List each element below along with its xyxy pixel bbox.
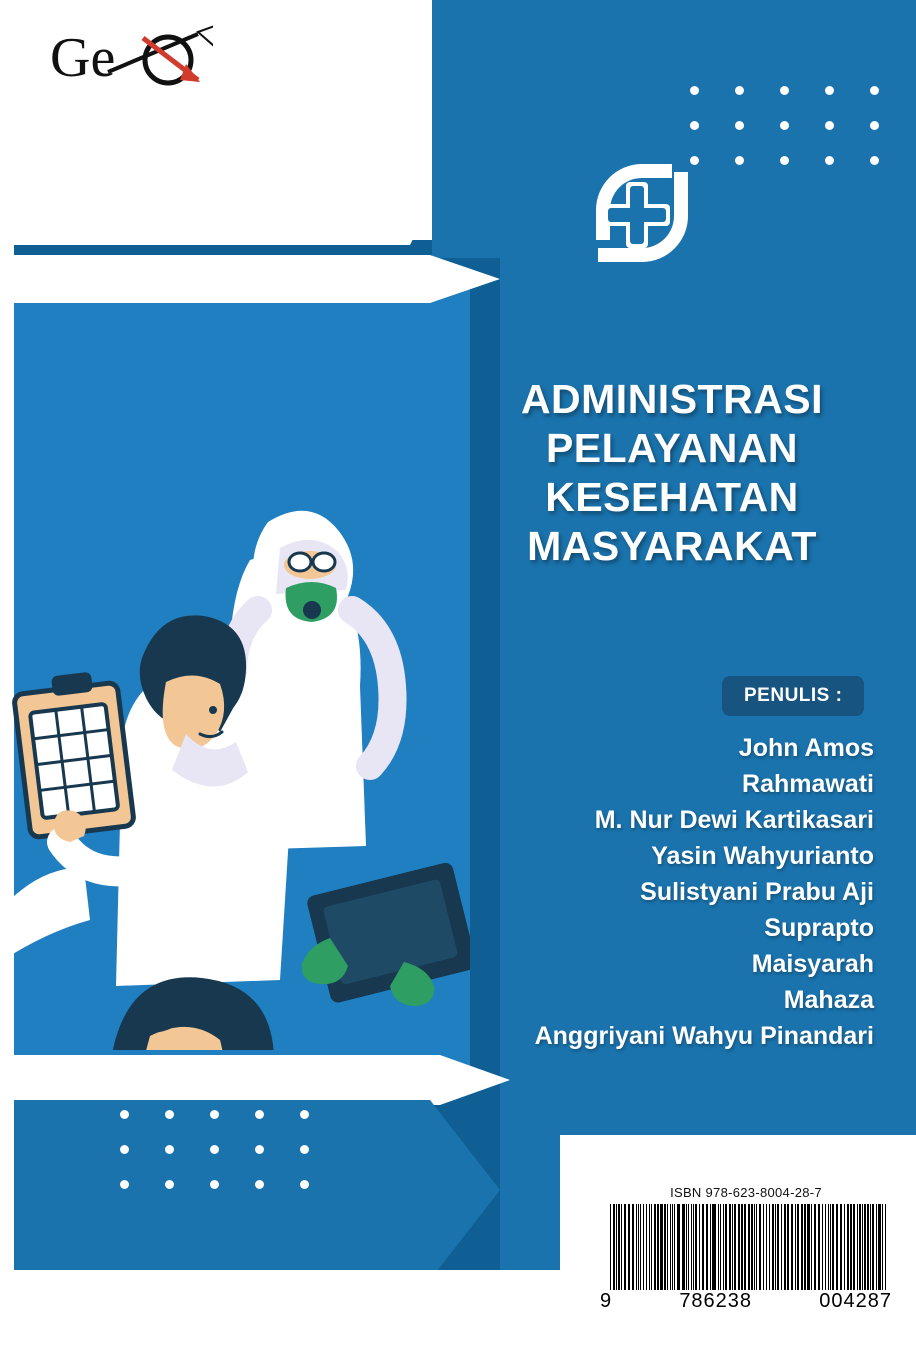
dot	[690, 121, 699, 130]
barcode-bar	[754, 1204, 755, 1290]
barcode-digits	[596, 1290, 896, 1313]
barcode-bar	[682, 1204, 683, 1290]
barcode-bar	[840, 1204, 842, 1290]
barcode-bar	[664, 1204, 666, 1290]
dot	[165, 1145, 174, 1154]
barcode-bar	[763, 1204, 764, 1290]
barcode-bar	[853, 1204, 855, 1290]
author-name: Maisyarah	[751, 950, 874, 978]
dot-grid-bottom	[120, 1110, 309, 1189]
dot	[735, 86, 744, 95]
dot	[690, 86, 699, 95]
barcode-bar	[828, 1204, 829, 1290]
dot	[210, 1110, 219, 1119]
barcode-bar	[710, 1204, 711, 1290]
barcode-bar	[729, 1204, 730, 1290]
barcode-bar	[876, 1204, 877, 1290]
author-name: Suprapto	[764, 914, 874, 942]
barcode-bar	[712, 1204, 713, 1290]
dot	[825, 156, 834, 165]
barcode-bar	[818, 1204, 819, 1290]
barcode-bar	[814, 1204, 816, 1290]
dot	[210, 1180, 219, 1189]
barcode-bar	[646, 1204, 647, 1290]
barcode-bar	[621, 1204, 622, 1290]
barcode-bar	[766, 1204, 767, 1290]
dot	[165, 1110, 174, 1119]
barcode-bar	[781, 1204, 782, 1290]
upper-white-chevron	[0, 255, 500, 303]
barcode-bar	[613, 1204, 615, 1290]
dot	[780, 156, 789, 165]
barcode-bar	[636, 1204, 637, 1290]
dot	[120, 1110, 129, 1119]
barcode-bar	[683, 1204, 685, 1290]
author-name: Mahaza	[783, 986, 874, 1014]
barcode-bar	[723, 1204, 724, 1290]
barcode-bar	[672, 1204, 673, 1290]
dot	[780, 86, 789, 95]
barcode-bar	[751, 1204, 753, 1290]
dot	[255, 1145, 264, 1154]
barcode-bar	[670, 1204, 671, 1290]
authors-list	[430, 730, 892, 1054]
barcode-bar	[649, 1204, 650, 1290]
lower-white-chevron	[0, 1055, 510, 1105]
barcode-bar	[784, 1204, 786, 1290]
barcode-bar	[864, 1204, 866, 1290]
title-line-4: MASYARAKAT	[527, 523, 817, 569]
barcode-bar	[706, 1204, 707, 1290]
barcode-bar	[657, 1204, 659, 1290]
barcode-bar	[674, 1204, 675, 1290]
barcode-bar	[857, 1204, 858, 1290]
barcode-bar	[741, 1204, 743, 1290]
dot	[165, 1180, 174, 1189]
barcode-bar	[859, 1204, 861, 1290]
author-name: Sulistyani Prabu Aji	[640, 878, 874, 906]
barcode-bar	[759, 1204, 760, 1290]
dot	[300, 1110, 309, 1119]
title-line-1: ADMINISTRASI	[520, 376, 824, 422]
barcode-bar	[688, 1204, 689, 1290]
dot	[870, 156, 879, 165]
barcode-bar	[870, 1204, 871, 1290]
author-name: John Amos	[738, 734, 874, 762]
barcode-bar	[624, 1204, 625, 1290]
author-name: Rahmawati	[742, 770, 874, 798]
barcode-bar	[847, 1204, 849, 1290]
dot-grid-top	[690, 86, 879, 165]
barcode-bar	[643, 1204, 644, 1290]
barcode-right-group: 004287	[819, 1290, 892, 1312]
barcode-bar	[804, 1204, 806, 1290]
author-name: Yasin Wahyurianto	[651, 842, 874, 870]
barcode-bar	[775, 1204, 776, 1290]
isbn-text: ISBN 978-623-8004-28-7	[670, 1185, 822, 1200]
barcode-bar	[830, 1204, 831, 1290]
barcode-bar	[797, 1204, 798, 1290]
barcode-bar	[616, 1204, 617, 1290]
barcode-bar	[638, 1204, 639, 1290]
barcode-bar	[718, 1204, 719, 1290]
barcode-bar	[744, 1204, 745, 1290]
barcode-bar	[660, 1204, 662, 1290]
dot	[825, 86, 834, 95]
barcode-bar	[756, 1204, 757, 1290]
barcode-bar	[691, 1204, 692, 1290]
barcode-bar	[695, 1204, 696, 1290]
barcode-bar	[610, 1204, 611, 1290]
dot	[300, 1145, 309, 1154]
dot	[255, 1110, 264, 1119]
authors-label-badge: PENULIS :	[722, 676, 864, 716]
barcode-bar	[693, 1204, 694, 1290]
medical-cross-icon	[578, 152, 698, 270]
barcode-bar	[713, 1204, 715, 1290]
barcode-bars	[610, 1204, 888, 1290]
barcode-bar	[654, 1204, 656, 1290]
barcode-bar	[878, 1204, 880, 1290]
barcode-bar	[777, 1204, 779, 1290]
barcode-bar	[667, 1204, 668, 1290]
barcode-bar	[885, 1204, 886, 1290]
dot	[255, 1180, 264, 1189]
barcode-bar	[699, 1204, 700, 1290]
barcode-bar	[640, 1204, 641, 1290]
barcode-bar	[628, 1204, 630, 1290]
dot	[870, 121, 879, 130]
barcode-bar	[686, 1204, 687, 1290]
barcode-bar	[862, 1204, 863, 1290]
barcode-bar	[651, 1204, 652, 1290]
barcode-bar	[677, 1204, 679, 1290]
dot	[735, 156, 744, 165]
title-line-2: PELAYANAN	[545, 425, 799, 471]
barcode-bar	[632, 1204, 633, 1290]
barcode-bar	[772, 1204, 774, 1290]
barcode-bar	[850, 1204, 851, 1290]
barcode-bar	[807, 1204, 809, 1290]
barcode-bar	[882, 1204, 883, 1290]
barcode-bar	[811, 1204, 812, 1290]
barcode-bar	[725, 1204, 727, 1290]
barcode-bar	[867, 1204, 869, 1290]
barcode-bar	[769, 1204, 770, 1290]
barcode-lead-digit: 9	[600, 1290, 613, 1312]
dot	[300, 1180, 309, 1189]
publisher-logo	[48, 24, 213, 94]
dot	[735, 121, 744, 130]
barcode-bar	[872, 1204, 874, 1290]
dot	[210, 1145, 219, 1154]
dot	[870, 86, 879, 95]
barcode-bar	[844, 1204, 845, 1290]
page-title	[452, 375, 892, 571]
barcode-bar	[748, 1204, 750, 1290]
barcode-bar	[787, 1204, 789, 1290]
title-line-3: KESEHATAN	[545, 474, 799, 520]
barcode-bar	[825, 1204, 826, 1290]
barcode-bar	[720, 1204, 721, 1290]
barcode-bar	[801, 1204, 803, 1290]
svg-text:Ge: Ge	[50, 27, 116, 89]
barcode-bar	[618, 1204, 619, 1290]
barcode-bar	[732, 1204, 733, 1290]
barcode-bar	[738, 1204, 740, 1290]
barcode-bar	[795, 1204, 796, 1290]
author-name: M. Nur Dewi Kartikasari	[594, 806, 874, 834]
barcode-bar	[791, 1204, 792, 1290]
dot	[120, 1145, 129, 1154]
dot	[120, 1180, 129, 1189]
barcode-bar	[734, 1204, 735, 1290]
author-name: Anggriyani Wahyu Pinandari	[534, 1022, 874, 1050]
barcode-bar	[832, 1204, 833, 1290]
dot	[825, 121, 834, 130]
barcode-bar	[836, 1204, 838, 1290]
healthcare-workers-illustration	[0, 310, 470, 1050]
barcode-left-group: 786238	[679, 1290, 753, 1312]
barcode-bar	[822, 1204, 823, 1290]
dot	[780, 121, 789, 130]
barcode-bar	[702, 1204, 704, 1290]
isbn-barcode	[596, 1204, 896, 1332]
